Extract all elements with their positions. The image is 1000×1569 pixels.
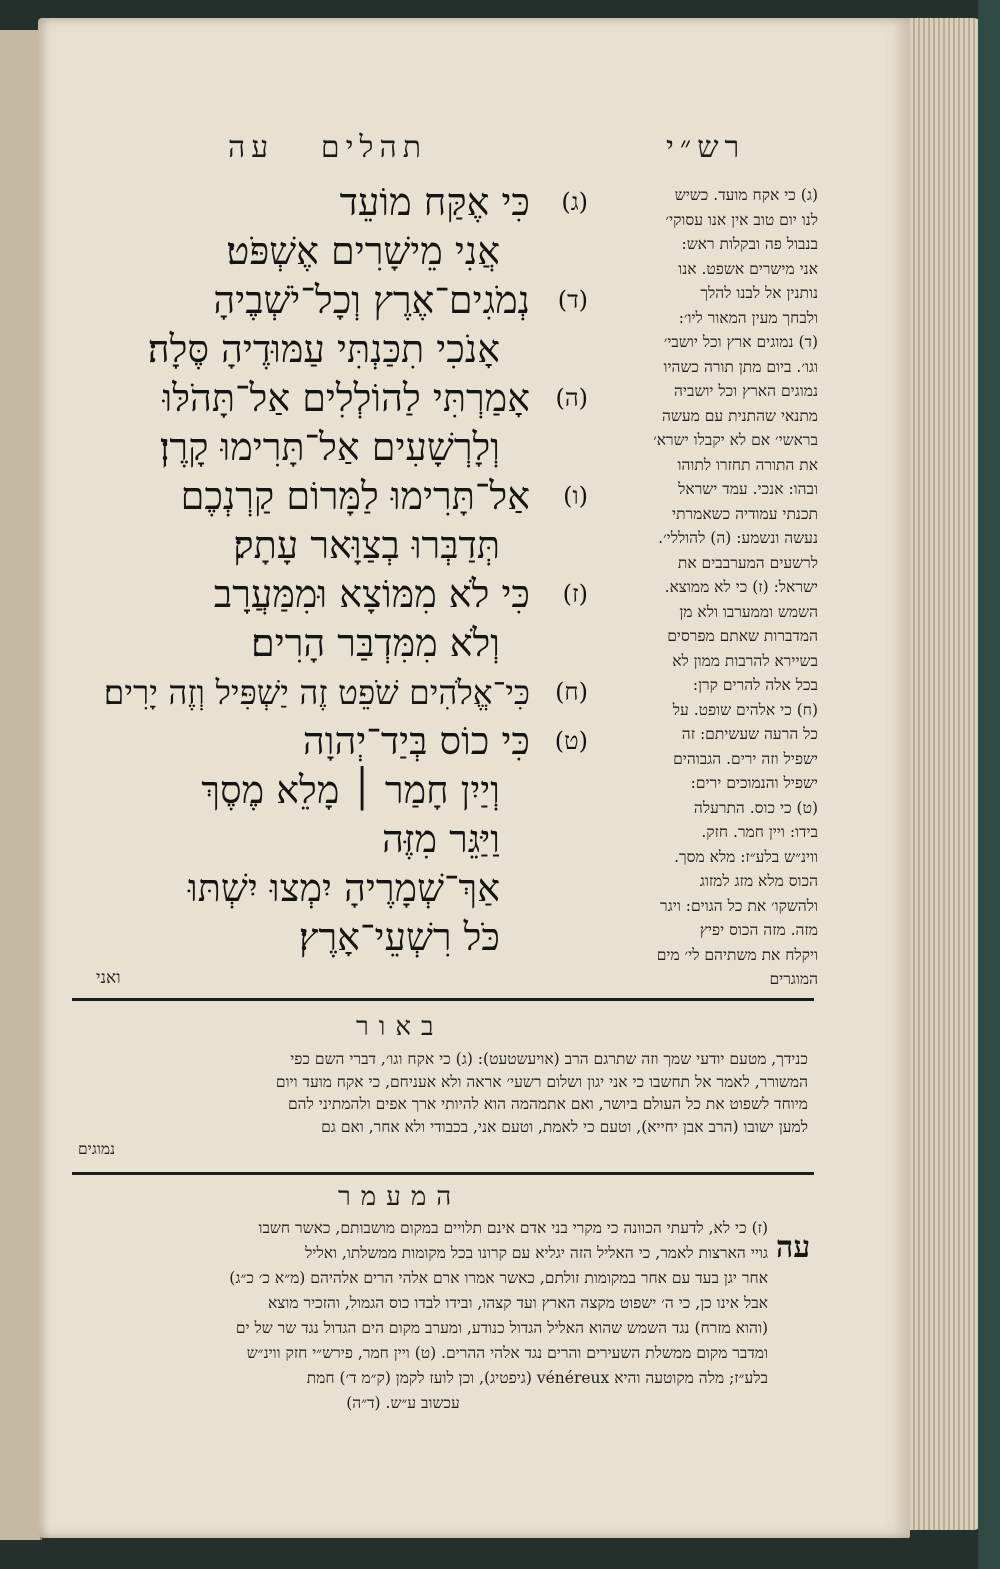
verse-line — [68, 766, 588, 815]
rashi-line: נמוגים הארץ וכל יושביה — [674, 382, 818, 400]
rashi-line: מתנאי שהתנית עם מעשה — [661, 406, 818, 425]
rashi-line: (ד) נמוגים ארץ וכל יושבי׳ — [663, 333, 818, 351]
biur-line: כנידך, מטעם יודעי שמך וזה שתרגם הרב (אויעשטעט): (ג) כי אקח וגו׳, דברי השם כפי — [290, 1050, 808, 1068]
verse-text: כִּי כוֹס בְּיַד־יְהוָה — [302, 719, 530, 763]
hameamer-tail: עכשוב ע״ש. (ד״ה) — [346, 1394, 460, 1412]
verse-text: וְלָרְשָׁעִים אַל־תָּרִימוּ קָרֶן׃ — [159, 425, 500, 469]
rashi-line: לרשעים המערבבים את — [677, 553, 818, 572]
rashi-commentary — [600, 183, 818, 992]
verse-line — [68, 227, 588, 276]
hameamer-chapter-mark: עה — [776, 1230, 811, 1265]
hameamer-heading: המעמר — [338, 1182, 462, 1212]
verse-text: אַךְ־שְׁמָרֶיהָ יִמְצוּ יִשְׁתּוּ — [188, 866, 500, 910]
biur-heading: באור — [356, 1012, 444, 1042]
page-edges — [905, 18, 980, 1530]
hameamer-line: גויי הארצות לאמר, כי האליל הזה יגליא עם קרונו בכל מקומות ממשלתו, ואליל — [305, 1244, 768, 1262]
verse-line — [68, 619, 588, 668]
verse-text: וְיַיִן חָמַר ׀ מָלֵא מֶסֶךְ — [201, 768, 500, 812]
rashi-line: ווינ״ש בלע״ז: מלא מסך. — [674, 847, 818, 866]
biur-line: למען ישובו (הרב אבן יחייא), וטעם כי לאמת, וטעם אני, בכבודי ולא אחר, ואם גם — [321, 1117, 808, 1136]
rashi-line: ולבחך מעין המאור ליו׳: — [678, 308, 818, 327]
verse-text: נְמֹגִים־אֶרֶץ וְכָל־יֹשְׁבֶיהָ — [213, 278, 530, 322]
verse-text: כִּי־אֱלֹהִים שֹׁפֵט זֶה יַשְׁפִּיל וְזֶה יָרִים׃ — [103, 673, 530, 712]
verse-text: כִּי אֶקַּח מוֹעֵד — [339, 180, 530, 224]
verse-line — [68, 815, 588, 864]
verse-number: (ה) — [555, 384, 588, 412]
rashi-line: הכוס מלא מזג למזוג — [699, 872, 818, 890]
verse-line — [68, 472, 588, 521]
divider-rule — [72, 1172, 814, 1175]
rashi-line: בשיירא להרבות ממון לא — [672, 651, 818, 670]
rashi-line: ישפיל והנמוכים ירים: — [690, 774, 818, 792]
hameamer-line: בלע״ז; מלה מקוטעה והיא vénéreux (גיפטיג), וכן לועז לקמן (ק״מ ד׳) חמת — [306, 1369, 768, 1387]
verse-text: אֲנִי מֵישָׁרִים אֶשְׁפֹּט׃ — [226, 229, 500, 273]
verse-line — [68, 325, 588, 374]
verse-number: (ג) — [561, 188, 588, 216]
verse-text: וְלֹא מִמִּדְבַּר הָרִים׃ — [251, 621, 500, 665]
hameamer-commentary — [78, 1216, 768, 1416]
rashi-line: (ט) כי כוס. התרעלה — [693, 798, 818, 817]
rashi-line: בראשי׳ אם לא יקבלו ישרא׳ — [653, 431, 818, 449]
rashi-line: וגו׳. ביום מתן תורה כשהיו — [663, 357, 818, 376]
rashi-line: בכל אלה להרים קרן: — [692, 676, 818, 694]
rashi-line: בנבול פה ובקלות ראש: — [681, 235, 818, 253]
verse-text: אָנֹכִי תִכַּנְתִּי עַמּוּדֶיהָ סֶּלָה׃ — [147, 327, 500, 371]
rashi-line: אני מישרים אשפט. אנו — [678, 259, 818, 278]
biur-line: מיוחד לשפוט את כל העולם ביושר, ואם אתמהמה הוא להיותי ארך אפים ולהמתיני להם — [287, 1095, 808, 1113]
verse-number: (ו) — [563, 482, 588, 510]
book-title: תהלים — [320, 130, 428, 165]
verse-text: כִּי לֹא מִמּוֹצָא וּמִמַּעֲרָב — [213, 572, 530, 616]
rashi-line: נותנין אל לבנו להלך — [700, 284, 818, 302]
verse-line — [68, 423, 588, 472]
biur-line: המשורר, לאמר אל תחשבו כי אני יגון ושלום רשעי׳ אראה ולא אעניחם, כי אקח מועד ויום — [275, 1072, 808, 1091]
verse-number: (ז) — [562, 580, 588, 608]
verse-line — [68, 276, 588, 325]
hameamer-line: (ז) כי לא, לדעתי הכוונה כי מקרי בני אדם אינם תלויים במקום מושבותם, כאשר חשבו — [258, 1219, 768, 1237]
rashi-line: נעשה ונשמע: (ה) להוללי׳. — [658, 529, 818, 547]
verse-number: (ד) — [557, 286, 588, 314]
verse-number: (ט) — [554, 727, 588, 755]
verse-text: כֹּל רִשְׁעֵי־אָרֶץ׃ — [298, 915, 500, 959]
rashi-line: תכנתי עמודיה כשאמרתי — [672, 504, 818, 523]
verse-line — [68, 178, 588, 227]
hameamer-line: אבל אינו כן, כי ה׳ ישפוט מקצה הארץ ועד קצהו, ובידו לבדו כוס הגמול, והזכיר מוצא — [267, 1294, 768, 1312]
rashi-line: בידו: ויין חמר. חזק. — [701, 823, 818, 841]
verse-text: תְּדַבְּרוּ בְצַוָּאר עָתָק׃ — [233, 523, 500, 567]
verse-line — [68, 717, 588, 766]
catchword: ואני — [96, 968, 121, 988]
hameamer-line: (והוא מזרח) נגד השמש שהוא האליל הגדול כנודע, ומערב מקום הים הגדול נגד שר של ים — [235, 1319, 768, 1337]
hameamer-line: ומדבר מקום ממשלת השעירים והרים נגד אלהי ההרים. (ט) ויין חמר, פירש״י חזק ווינ״ש — [246, 1344, 768, 1362]
biur-tail: נמוגים — [78, 1140, 116, 1158]
rashi-line: השמש וממערבו ולא מן — [679, 602, 818, 621]
verse-line — [68, 570, 588, 619]
rashi-line: ובהו: אנכי. עמד ישראל — [678, 480, 818, 498]
verse-line — [68, 668, 588, 717]
left-book-cover — [0, 30, 42, 1540]
divider-rule — [72, 998, 814, 1001]
rashi-line: המדברות שאתם מפרסים — [667, 627, 818, 645]
rashi-line: ישראל: (ז) כי לא ממוצא. — [664, 578, 818, 596]
biur-commentary — [78, 1048, 808, 1161]
verse-line — [68, 913, 588, 962]
verse-text: אַל־תָּרִימוּ לַמָּרוֹם קַרְנְכֶם — [180, 474, 530, 518]
rashi-line: המוגרים — [769, 970, 818, 988]
verse-text: אָמַרְתִּי לַהוֹלְלִים אַל־תָּהֹלּוּ — [162, 376, 530, 420]
hameamer-line: אחר יגן בעד עם אחר במקומות זולתם, כאשר אמרו ארם אלהי הרים אלהיהם (מ״א כ׳ כ״ג) — [229, 1269, 768, 1287]
verse-line — [68, 864, 588, 913]
rashi-line: לנו יום טוב אין אנו עסוקי׳ — [665, 210, 818, 229]
verse-number: (ח) — [555, 678, 588, 706]
verse-text: וַיַּגֵּר מִזֶּה — [382, 817, 500, 861]
verse-line — [68, 374, 588, 423]
rashi-line: (ג) כי אקח מועד. כשיש — [674, 186, 818, 204]
rashi-line: כל הרעה שעשיתם: זה — [681, 725, 818, 743]
rashi-line: ישפיל וזה ירים. הגבוהים — [673, 749, 818, 768]
rashi-line: ויקלח את משתיהם לי׳ מים — [656, 945, 818, 964]
rashi-line: (ח) כי אלהים שופט. על — [672, 700, 818, 719]
verse-line — [68, 521, 588, 570]
rashi-line: ולהשקו׳ את כל הגוים: ויגר — [660, 896, 818, 915]
rashi-line: את התורה תחזרו לתוהו — [677, 455, 818, 474]
book-page — [38, 18, 910, 1538]
rashi-line: מזה. מזה הכוס יפיץ — [699, 921, 818, 939]
chapter-number: עה — [228, 130, 275, 165]
psalm-text — [68, 178, 588, 962]
running-head-rashi: רש״י — [666, 130, 746, 165]
marbled-cover — [978, 0, 1000, 1569]
running-head-book — [228, 130, 427, 165]
